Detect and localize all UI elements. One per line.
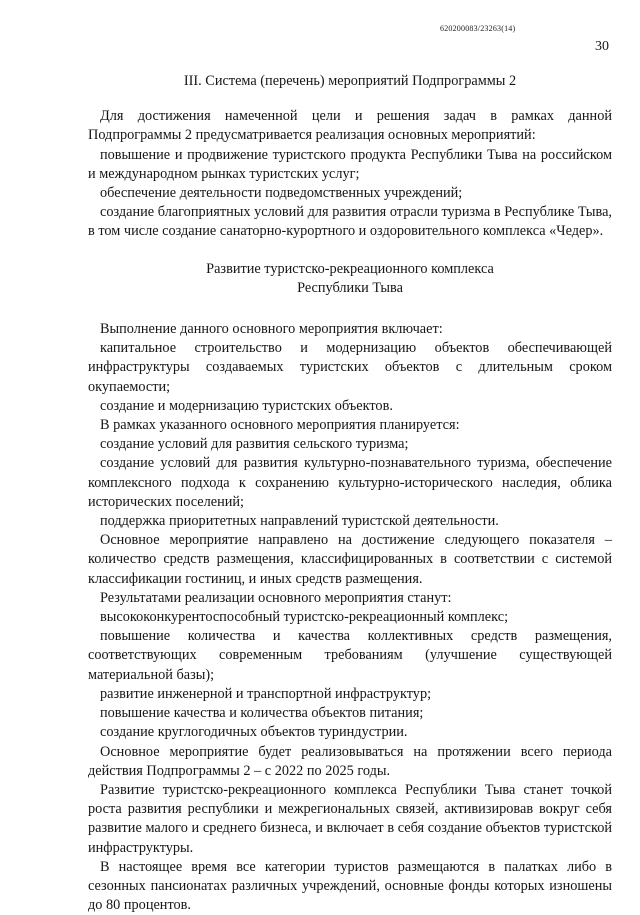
paragraph: В рамках указанного основного мероприятия планируется: bbox=[100, 417, 460, 434]
paragraph: поддержка приоритетных направлений туристской деятельности. bbox=[100, 513, 499, 530]
document-body bbox=[88, 72, 612, 915]
paragraph: повышение качества и количества объектов питания; bbox=[100, 705, 424, 722]
section-heading-line: Развитие туристско-рекреационного комплекса bbox=[206, 260, 494, 277]
paragraph: Основное мероприятие направлено на достижение следующего показателя – количество средств размещения, классифицированных в соответствии с системой классификации гостиниц, и иных средств размещения. bbox=[88, 532, 612, 587]
document-code: 620200083/23263(14) bbox=[440, 24, 516, 33]
paragraph: развитие инженерной и транспортной инфраструктур; bbox=[100, 685, 432, 702]
paragraph: создание условий для развития сельского туризма; bbox=[100, 436, 409, 453]
section-body bbox=[88, 320, 612, 915]
paragraph: создание круглогодичных объектов туриндустрии. bbox=[100, 724, 408, 741]
paragraph: создание и модернизацию туристских объектов. bbox=[100, 397, 393, 414]
paragraph: высококонкурентоспособный туристско-рекреационный комплекс; bbox=[100, 609, 509, 626]
paragraph: Результатами реализации основного мероприятия станут: bbox=[100, 589, 452, 606]
paragraph: капитальное строительство и модернизацию объектов обеспечивающей инфраструктуры создаваемых туристских объектов с длительным сроком окупаемости; bbox=[88, 340, 612, 395]
section-heading bbox=[88, 260, 612, 298]
paragraph: В настоящее время все категории туристов размещаются в палатках либо в сезонных пансионатах различных учреждений, основные фонды которых изношены до 80 процентов. bbox=[88, 858, 612, 914]
paragraph: Основное мероприятие будет реализовываться на протяжении всего периода действия Подпрограммы 2 – с 2022 по 2025 годы. bbox=[88, 743, 612, 779]
paragraph: Для достижения намеченной цели и решения задач в рамках данной Подпрограммы 2 предусматривается реализация основных мероприятий: bbox=[88, 108, 612, 144]
paragraph: обеспечение деятельности подведомственных учреждений; bbox=[100, 185, 463, 202]
intro-section bbox=[88, 107, 612, 241]
paragraph: Развитие туристско-рекреационного комплекса Республики Тыва станет точкой роста развития республики и межрегиональных связей, активизировав вокруг себя развитие малого и среднего бизнеса, и включает в себя создание объектов туристской инфраструктуры. bbox=[88, 781, 612, 856]
paragraph: Выполнение данного основного мероприятия включает: bbox=[100, 321, 443, 338]
paragraph: создание условий для развития культурно-познавательного туризма, обеспечение комплексного подхода к сохранению культурно-исторического наследия, облика исторических поселений; bbox=[88, 455, 612, 510]
paragraph: повышение и продвижение туристского продукта Республики Тыва на российском и международном рынках туристских услуг; bbox=[88, 146, 612, 182]
page-number: 30 bbox=[595, 39, 609, 54]
section-heading-line: Республики Тыва bbox=[297, 279, 403, 296]
paragraph: создание благоприятных условий для развития отрасли туризма в Республике Тыва, в том числе создание санаторно-курортного и оздоровительного комплекса «Чедер». bbox=[88, 204, 612, 240]
page-title: III. Система (перечень) мероприятий Подпрограммы 2 bbox=[183, 73, 517, 89]
paragraph: повышение количества и качества коллективных средств размещения, соответствующих современным требованиям (улучшение существующей материальной базы); bbox=[88, 628, 612, 683]
